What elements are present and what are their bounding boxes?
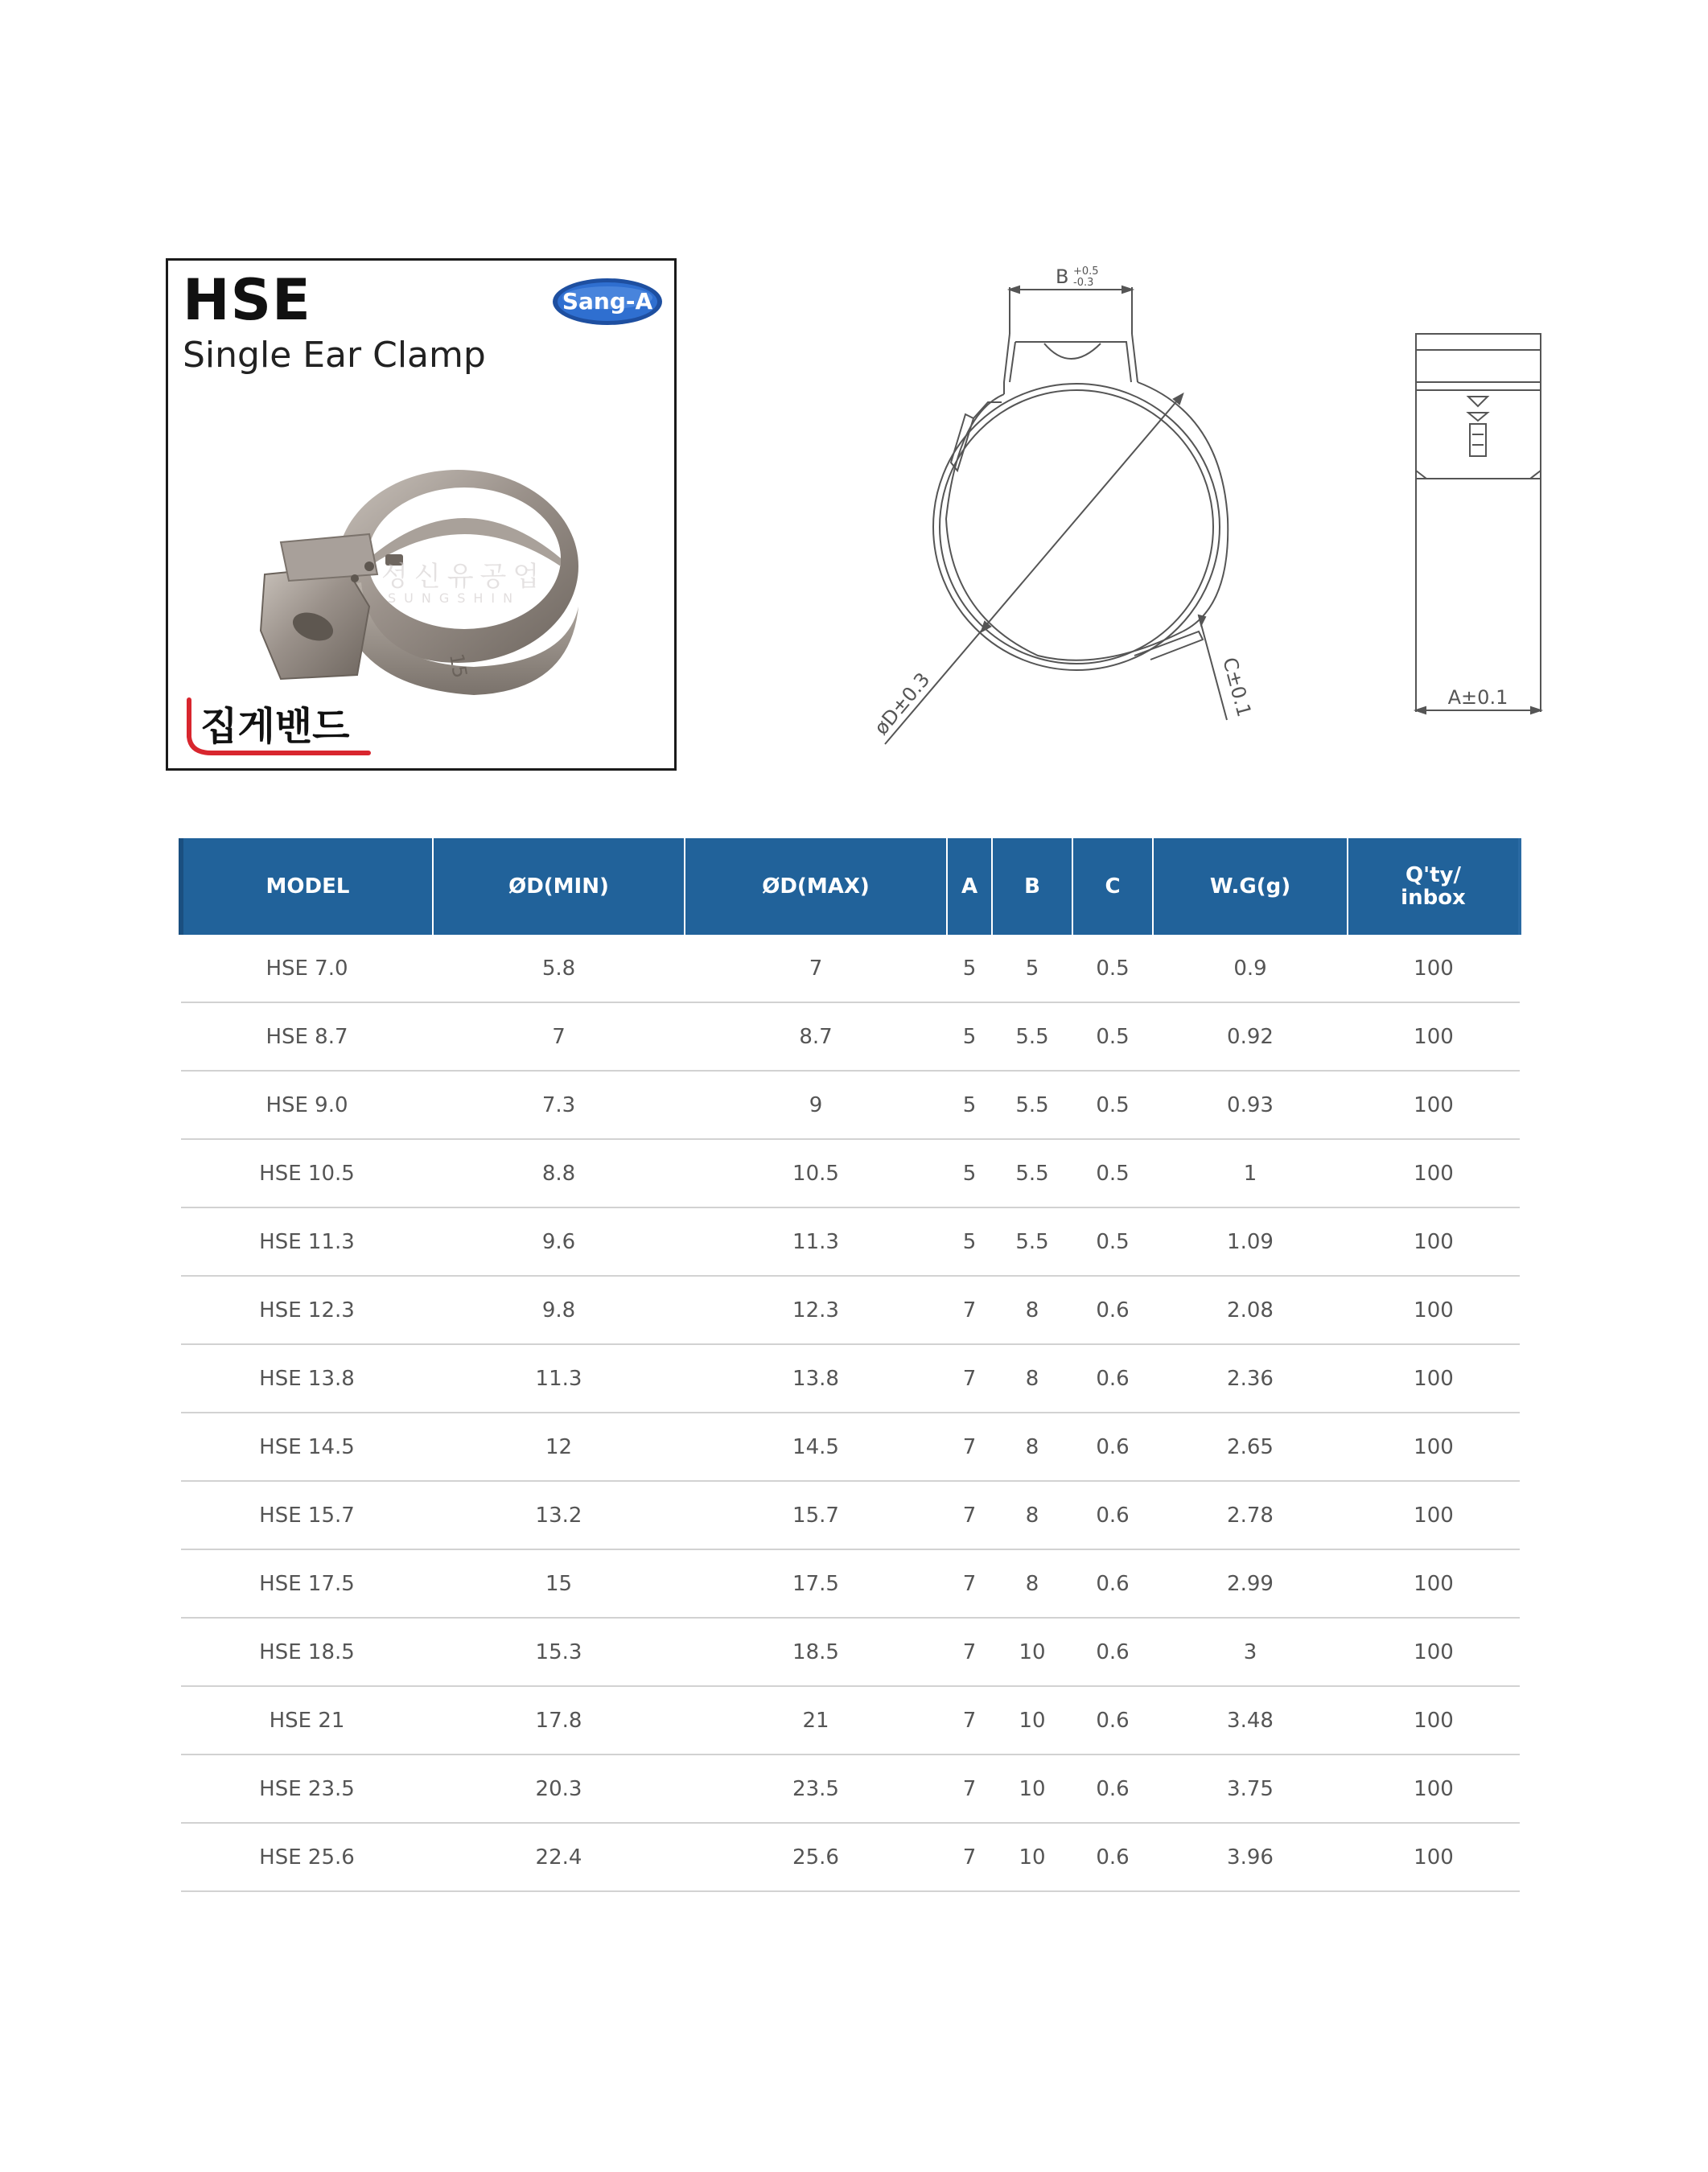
table-row <box>181 935 1520 1002</box>
product-card <box>166 258 677 771</box>
cell-b: 10 <box>992 1618 1072 1686</box>
cell-a: 7 <box>947 1754 992 1823</box>
col-header-qty-line2: inbox <box>1401 886 1466 910</box>
cell-model: HSE 8.7 <box>181 1002 433 1071</box>
cell-b: 8 <box>992 1413 1072 1481</box>
cell-a: 7 <box>947 1686 992 1754</box>
cell-weight: 3.96 <box>1153 1823 1348 1891</box>
cell-d-max: 14.5 <box>685 1413 947 1481</box>
cell-weight: 2.36 <box>1153 1344 1348 1413</box>
cell-c: 0.6 <box>1072 1618 1153 1686</box>
cell-model: HSE 15.7 <box>181 1481 433 1549</box>
table-row <box>181 1207 1520 1276</box>
cell-d-max: 10.5 <box>685 1139 947 1207</box>
cell-d-max: 11.3 <box>685 1207 947 1276</box>
col-header-d-max: ØD(MAX) <box>685 838 947 935</box>
cell-a: 5 <box>947 1002 992 1071</box>
cell-qty: 100 <box>1348 1413 1520 1481</box>
cell-qty: 100 <box>1348 1618 1520 1686</box>
cell-b: 8 <box>992 1276 1072 1344</box>
cell-qty: 100 <box>1348 1754 1520 1823</box>
side-view-drawing <box>1404 326 1553 728</box>
cell-d-min: 12 <box>433 1413 685 1481</box>
front-view-drawing <box>845 253 1327 768</box>
cell-d-min: 20.3 <box>433 1754 685 1823</box>
cell-d-min: 7 <box>433 1002 685 1071</box>
watermark-text: 성신유공업 <box>381 561 546 593</box>
brand-logo <box>551 277 664 327</box>
cell-qty: 100 <box>1348 1344 1520 1413</box>
cell-c: 0.6 <box>1072 1686 1153 1754</box>
cell-weight: 3.75 <box>1153 1754 1348 1823</box>
cell-b: 10 <box>992 1686 1072 1754</box>
cell-d-min: 11.3 <box>433 1344 685 1413</box>
cell-a: 5 <box>947 935 992 1002</box>
cell-b: 8 <box>992 1549 1072 1618</box>
col-header-qty-line1: Q'ty/ <box>1405 863 1461 887</box>
spec-table <box>179 838 1521 1892</box>
cell-qty: 100 <box>1348 1481 1520 1549</box>
cell-model: HSE 13.8 <box>181 1344 433 1413</box>
cell-c: 0.6 <box>1072 1754 1153 1823</box>
cell-model: HSE 17.5 <box>181 1549 433 1618</box>
cell-d-min: 17.8 <box>433 1686 685 1754</box>
col-header-qty <box>1348 838 1520 935</box>
cell-c: 0.6 <box>1072 1344 1153 1413</box>
cell-d-max: 9 <box>685 1071 947 1139</box>
cell-b: 5.5 <box>992 1071 1072 1139</box>
cell-d-max: 8.7 <box>685 1002 947 1071</box>
cell-c: 0.6 <box>1072 1549 1153 1618</box>
cell-b: 8 <box>992 1481 1072 1549</box>
cell-qty: 100 <box>1348 1276 1520 1344</box>
product-title: HSE <box>183 267 311 333</box>
cell-d-max: 7 <box>685 935 947 1002</box>
dim-a-label: A±0.1 <box>1447 686 1508 709</box>
table-row <box>181 1139 1520 1207</box>
col-header-b: B <box>992 838 1072 935</box>
cell-model: HSE 10.5 <box>181 1139 433 1207</box>
cell-qty: 100 <box>1348 1686 1520 1754</box>
cell-weight: 0.9 <box>1153 935 1348 1002</box>
cell-d-max: 25.6 <box>685 1823 947 1891</box>
col-header-model: MODEL <box>181 838 433 935</box>
cell-c: 0.5 <box>1072 1207 1153 1276</box>
dim-b-minus: -0.3 <box>1073 277 1094 289</box>
cell-weight: 1 <box>1153 1139 1348 1207</box>
col-header-d-min: ØD(MIN) <box>433 838 685 935</box>
cell-weight: 0.92 <box>1153 1002 1348 1071</box>
cell-model: HSE 7.0 <box>181 935 433 1002</box>
cell-weight: 0.93 <box>1153 1071 1348 1139</box>
cell-model: HSE 18.5 <box>181 1618 433 1686</box>
cell-qty: 100 <box>1348 1549 1520 1618</box>
cell-c: 0.6 <box>1072 1823 1153 1891</box>
cell-d-max: 15.7 <box>685 1481 947 1549</box>
dim-c-label: C±0.1 <box>1218 655 1256 720</box>
col-header-weight: W.G(g) <box>1153 838 1348 935</box>
table-row <box>181 1413 1520 1481</box>
cell-d-min: 5.8 <box>433 935 685 1002</box>
cell-c: 0.6 <box>1072 1276 1153 1344</box>
cell-d-min: 13.2 <box>433 1481 685 1549</box>
cell-d-min: 22.4 <box>433 1823 685 1891</box>
table-row <box>181 1754 1520 1823</box>
cell-weight: 3.48 <box>1153 1686 1348 1754</box>
product-subtitle: Single Ear Clamp <box>183 335 486 376</box>
cell-d-min: 15 <box>433 1549 685 1618</box>
cell-d-min: 15.3 <box>433 1618 685 1686</box>
cell-weight: 3 <box>1153 1618 1348 1686</box>
cell-c: 0.6 <box>1072 1481 1153 1549</box>
cell-model: HSE 25.6 <box>181 1823 433 1891</box>
col-header-a: A <box>947 838 992 935</box>
cell-a: 7 <box>947 1549 992 1618</box>
cell-b: 8 <box>992 1344 1072 1413</box>
cell-model: HSE 23.5 <box>181 1754 433 1823</box>
table-row <box>181 1002 1520 1071</box>
korean-label: 집게밴드 <box>200 704 350 749</box>
table-row <box>181 1686 1520 1754</box>
table-row <box>181 1344 1520 1413</box>
table-row <box>181 1071 1520 1139</box>
cell-model: HSE 12.3 <box>181 1276 433 1344</box>
cell-model: HSE 11.3 <box>181 1207 433 1276</box>
cell-weight: 2.99 <box>1153 1549 1348 1618</box>
cell-c: 0.5 <box>1072 1002 1153 1071</box>
cell-b: 5.5 <box>992 1207 1072 1276</box>
table-row <box>181 1276 1520 1344</box>
cell-c: 0.5 <box>1072 935 1153 1002</box>
cell-d-max: 12.3 <box>685 1276 947 1344</box>
col-header-c: C <box>1072 838 1153 935</box>
cell-c: 0.6 <box>1072 1413 1153 1481</box>
cell-b: 5 <box>992 935 1072 1002</box>
cell-a: 5 <box>947 1139 992 1207</box>
cell-d-max: 13.8 <box>685 1344 947 1413</box>
cell-model: HSE 14.5 <box>181 1413 433 1481</box>
cell-qty: 100 <box>1348 935 1520 1002</box>
cell-d-min: 8.8 <box>433 1139 685 1207</box>
watermark-subtext: SUNGSHIN <box>388 590 521 606</box>
cell-a: 5 <box>947 1207 992 1276</box>
cell-qty: 100 <box>1348 1002 1520 1071</box>
dim-d-label: øD±0.3 <box>870 668 935 739</box>
dim-b-label: B <box>1056 265 1069 288</box>
dim-b-plus: +0.5 <box>1073 265 1099 278</box>
cell-a: 7 <box>947 1276 992 1344</box>
svg-text:15: 15 <box>445 652 471 681</box>
cell-a: 7 <box>947 1481 992 1549</box>
cell-a: 7 <box>947 1823 992 1891</box>
spec-table-body <box>181 935 1520 1891</box>
cell-weight: 1.09 <box>1153 1207 1348 1276</box>
cell-c: 0.5 <box>1072 1139 1153 1207</box>
cell-d-max: 17.5 <box>685 1549 947 1618</box>
cell-weight: 2.65 <box>1153 1413 1348 1481</box>
brand-logo-text: Sang-A <box>562 288 653 315</box>
cell-d-max: 21 <box>685 1686 947 1754</box>
cell-d-min: 9.6 <box>433 1207 685 1276</box>
table-header-row <box>181 838 1520 935</box>
cell-b: 5.5 <box>992 1139 1072 1207</box>
table-row <box>181 1618 1520 1686</box>
cell-a: 7 <box>947 1413 992 1481</box>
table-row <box>181 1481 1520 1549</box>
cell-a: 5 <box>947 1071 992 1139</box>
cell-d-max: 18.5 <box>685 1618 947 1686</box>
cell-b: 5.5 <box>992 1002 1072 1071</box>
cell-b: 10 <box>992 1754 1072 1823</box>
cell-qty: 100 <box>1348 1207 1520 1276</box>
cell-weight: 2.08 <box>1153 1276 1348 1344</box>
cell-c: 0.5 <box>1072 1071 1153 1139</box>
cell-b: 10 <box>992 1823 1072 1891</box>
table-row <box>181 1823 1520 1891</box>
cell-d-min: 9.8 <box>433 1276 685 1344</box>
cell-d-max: 23.5 <box>685 1754 947 1823</box>
cell-a: 7 <box>947 1618 992 1686</box>
cell-qty: 100 <box>1348 1139 1520 1207</box>
cell-weight: 2.78 <box>1153 1481 1348 1549</box>
cell-qty: 100 <box>1348 1823 1520 1891</box>
cell-model: HSE 9.0 <box>181 1071 433 1139</box>
cell-d-min: 7.3 <box>433 1071 685 1139</box>
table-row <box>181 1549 1520 1618</box>
cell-a: 7 <box>947 1344 992 1413</box>
cell-model: HSE 21 <box>181 1686 433 1754</box>
cell-qty: 100 <box>1348 1071 1520 1139</box>
